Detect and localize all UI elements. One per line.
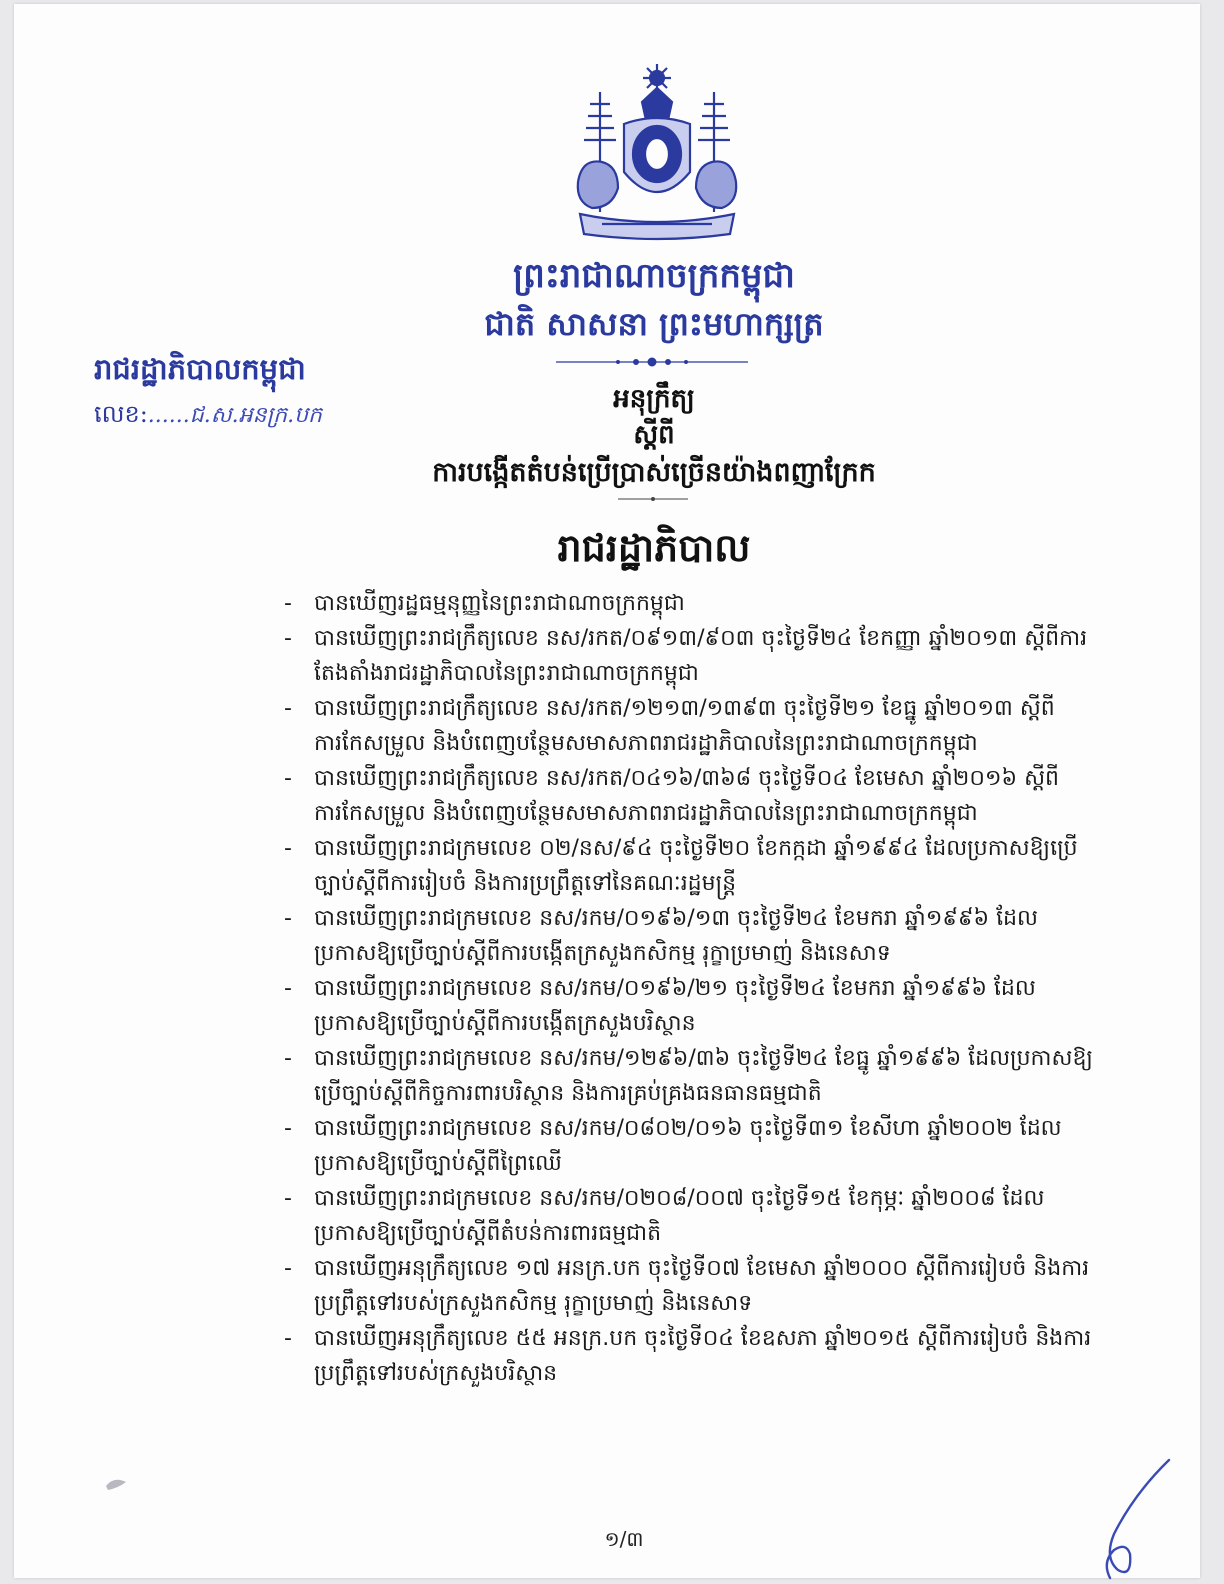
list-item — [284, 691, 1104, 761]
item-text: បានឃើញព្រះរាជក្រមលេខ នស/រកម/០២០៨/០០៧ ចុះថ្ងៃទី១៥ ខែកុម្ភៈ ឆ្នាំ២០០៨ ដែលប្រកាសឱ្យប្រើច្បាប់ស្តីពីតំបន់ការពារធម្មជាតិ — [314, 1186, 1045, 1246]
list-item — [284, 1111, 1104, 1181]
page-number: ១/៣ — [604, 1527, 644, 1551]
item-text: បានឃើញរដ្ឋធម្មនុញ្ញនៃព្រះរាជាណាចក្រកម្ពុជា — [314, 591, 685, 616]
document-page — [14, 4, 1200, 1578]
reference-value: ......ជ.ស.អនក្រ.បក — [147, 403, 323, 428]
item-marker: - — [284, 1186, 292, 1211]
ornament-divider — [552, 354, 752, 370]
item-text: បានឃើញព្រះរាជក្រមលេខ នស/រកម/១២៩៦/៣៦ ចុះថ្ងៃទី២៤ ខែធ្នូ ឆ្នាំ១៩៩៦ ដែលប្រកាសឱ្យប្រើច្បាប់ស្តីពីកិច្ចការពារបរិស្ថាន និងការគ្រប់គ្រងធនធានធម្មជាតិ — [314, 1046, 1093, 1106]
list-item — [284, 1041, 1104, 1111]
list-item — [284, 761, 1104, 831]
small-divider — [608, 494, 698, 504]
ink-smudge — [104, 1474, 130, 1494]
item-text: បានឃើញព្រះរាជក្រមលេខ ០២/នស/៩៤ ចុះថ្ងៃទី២០ ខែកក្កដា ឆ្នាំ១៩៩៤ ដែលប្រកាសឱ្យប្រើច្បាប់ស្តីពីការរៀបចំ និងការប្រព្រឹត្តទៅនៃគណៈរដ្ឋមន្ត្រី — [314, 836, 1078, 896]
item-marker: - — [284, 696, 292, 721]
preamble-list — [284, 586, 1104, 1391]
signature-initial-mark — [1074, 1454, 1184, 1584]
royal-coat-of-arms-emblem — [562, 62, 752, 242]
item-marker: - — [284, 1256, 292, 1281]
document-type: អនុក្រឹត្យ — [613, 384, 695, 414]
kingdom-name: ព្រះរាជាណាចក្រកម្ពុជា — [513, 256, 795, 296]
reference-label: លេខ: — [94, 400, 148, 428]
list-item — [284, 1321, 1104, 1391]
list-item — [284, 1251, 1104, 1321]
item-marker: - — [284, 976, 292, 1001]
item-marker: - — [284, 836, 292, 861]
list-item — [284, 1181, 1104, 1251]
item-marker: - — [284, 906, 292, 931]
item-text: បានឃើញព្រះរាជក្រឹត្យលេខ នស/រកត/១២១៣/១៣៩៣ ចុះថ្ងៃទី២១ ខែធ្នូ ឆ្នាំ២០១៣ ស្តីពីការកែសម្រួល និងបំពេញបន្ថែមសមាសភាពរាជរដ្ឋាភិបាលនៃព្រះរាជាណាចក្រកម្ពុជា — [314, 696, 1055, 756]
document-about: ស្តីពី — [633, 420, 675, 450]
authority-title: រាជរដ្ឋាភិបាល — [557, 525, 751, 570]
list-item — [284, 621, 1104, 691]
item-text: បានឃើញព្រះរាជក្រមលេខ នស/រកម/០៨០២/០១៦ ចុះថ្ងៃទី៣១ ខែសីហា ឆ្នាំ២០០២ ដែលប្រកាសឱ្យប្រើច្បាប់ស្តីពីព្រៃឈើ — [314, 1116, 1062, 1176]
item-text: បានឃើញព្រះរាជក្រមលេខ នស/រកម/០១៩៦/២១ ចុះថ្ងៃទី២៤ ខែមករា ឆ្នាំ១៩៩៦ ដែលប្រកាសឱ្យប្រើច្បាប់ស្តីពីការបង្កើតក្រសួងបរិស្ថាន — [314, 976, 1036, 1036]
item-text: បានឃើញអនុក្រឹត្យលេខ ៥៥ អនក្រ.បក ចុះថ្ងៃទី០៤ ខែឧសភា ឆ្នាំ២០១៥ ស្តីពីការរៀបចំ និងការប្រព្រឹត្តទៅរបស់ក្រសួងបរិស្ថាន — [314, 1326, 1092, 1386]
item-marker: - — [284, 1326, 292, 1351]
item-text: បានឃើញព្រះរាជក្រមលេខ នស/រកម/០១៩៦/១៣ ចុះថ្ងៃទី២៤ ខែមករា ឆ្នាំ១៩៩៦ ដែលប្រកាសឱ្យប្រើច្បាប់ស្តីពីការបង្កើតក្រសួងកសិកម្ម រុក្ខាប្រមាញ់ និងនេសាទ — [314, 906, 1038, 966]
item-marker: - — [284, 766, 292, 791]
list-item — [284, 971, 1104, 1041]
item-marker: - — [284, 1046, 292, 1071]
item-text: បានឃើញអនុក្រឹត្យលេខ ១៧ អនក្រ.បក ចុះថ្ងៃទី០៧ ខែមេសា ឆ្នាំ២០០០ ស្តីពីការរៀបចំ និងការប្រព្រឹត្តទៅរបស់ក្រសួងកសិកម្ម រុក្ខាប្រមាញ់ និងនេសាទ — [314, 1256, 1090, 1316]
list-item — [284, 831, 1104, 901]
item-text: បានឃើញព្រះរាជក្រឹត្យលេខ នស/រកត/០៤១៦/៣៦៨ ចុះថ្ងៃទី០៤ ខែមេសា ឆ្នាំ២០១៦ ស្តីពីការកែសម្រួល និងបំពេញបន្ថែមសមាសភាពរាជរដ្ឋាភិបាលនៃព្រះរាជាណាចក្រកម្ពុជា — [314, 766, 1060, 826]
document-subject: ការបង្កើតតំបន់ប្រើប្រាស់ច្រើនយ៉ាងពញាក្រែក — [432, 457, 876, 488]
item-marker: - — [284, 626, 292, 651]
national-motto: ជាតិ សាសនា ព្រះមហាក្សត្រ — [484, 305, 824, 343]
item-text: បានឃើញព្រះរាជក្រឹត្យលេខ នស/រកត/០៩១៣/៩០៣ ចុះថ្ងៃទី២៤ ខែកញ្ញា ឆ្នាំ២០១៣ ស្តីពីការតែងតាំងរាជរដ្ឋាភិបាលនៃព្រះរាជាណាចក្រកម្ពុជា — [314, 626, 1088, 686]
item-marker: - — [284, 591, 292, 616]
item-marker: - — [284, 1116, 292, 1141]
list-item — [284, 586, 1104, 621]
list-item — [284, 901, 1104, 971]
issuer-name: រាជរដ្ឋាភិបាលកម្ពុជា — [94, 352, 306, 386]
